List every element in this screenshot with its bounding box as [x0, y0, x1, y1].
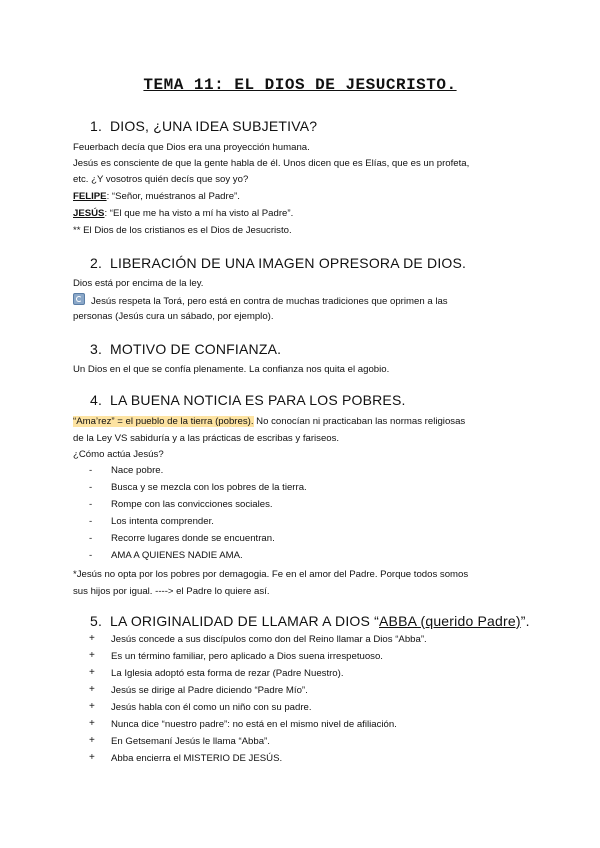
jesus-line [73, 207, 293, 220]
bullet-dash: - [89, 550, 93, 561]
list-item: Es un término familiar, pero aplicado a Dios suena irrespetuoso. [111, 651, 383, 662]
text-line: Feuerbach decía que Dios era una proyección humana. [73, 142, 310, 153]
bullet-plus: + [89, 684, 95, 695]
list-item: Jesús habla con él como un niño con su padre. [111, 702, 312, 713]
list-item: AMA A QUIENES NADIE AMA. [111, 550, 243, 561]
page-title: TEMA 11: EL DIOS DE JESUCRISTO. [143, 76, 457, 94]
section-3-heading [90, 341, 281, 357]
footnote-line: *Jesús no opta por los pobres por demagogia. Fe en el amor del Padre. Porque todos somos [73, 569, 469, 580]
text-content: No conocían ni practicaban las normas religiosas [253, 416, 466, 427]
text-line: Un Dios en el que se confía plenamente. La confianza nos quita el agobio. [73, 364, 390, 375]
bullet-plus: + [89, 650, 95, 661]
bullet-dash: - [89, 516, 93, 527]
bullet-plus: + [89, 701, 95, 712]
text-line: etc. ¿Y vosotros quién decís que soy yo? [73, 174, 249, 185]
refresh-icon [73, 293, 85, 305]
felipe-quote: : “Señor, muéstranos al Padre”. [106, 191, 240, 202]
jesus-label: JESÚS [73, 208, 105, 219]
bullet-plus: + [89, 667, 95, 678]
text-content: Jesús respeta la Torá, pero está en contra de muchas tradiciones que oprimen a las [91, 296, 448, 307]
felipe-label: FELIPE [73, 191, 107, 202]
list-item: Jesús se dirige al Padre diciendo “Padre Mío”. [111, 685, 308, 696]
list-item: En Getsemaní Jesús le llama “Abba”. [111, 736, 270, 747]
bullet-plus: + [89, 752, 95, 763]
highlighted-text: “Ama’rez” = el pueblo de la tierra (pobres). [73, 416, 254, 427]
section-title: MOTIVO DE CONFIANZA. [110, 341, 282, 357]
section-number: 5. [90, 613, 103, 629]
section-title: LA BUENA NOTICIA ES PARA LOS POBRES. [110, 392, 406, 408]
section-4-heading [90, 392, 406, 408]
section-number: 1. [90, 118, 103, 134]
list-item: La Iglesia adoptó esta forma de rezar (Padre Nuestro). [111, 668, 344, 679]
list-item: Jesús concede a sus discípulos como don del Reino llamar a Dios “Abba”. [111, 634, 427, 645]
text-line: personas (Jesús cura un sábado, por ejemplo). [73, 311, 274, 322]
bullet-plus: + [89, 718, 95, 729]
list-item: Los intenta comprender. [111, 516, 214, 527]
bullet-plus: + [89, 735, 95, 746]
list-item: Recorre lugares donde se encuentran. [111, 533, 275, 544]
footnote-line: sus hijos por igual. ----> el Padre lo quiere así. [73, 586, 270, 597]
section-title: DIOS, ¿UNA IDEA SUBJETIVA? [110, 118, 318, 134]
section-number: 4. [90, 392, 103, 408]
list-item: Busca y se mezcla con los pobres de la tierra. [111, 482, 307, 493]
list-item: Nunca dice “nuestro padre”: no está en el mismo nivel de afiliación. [111, 719, 397, 730]
list-item: Abba encierra el MISTERIO DE JESÚS. [111, 753, 283, 764]
section-title-pre: LA ORIGINALIDAD DE LLAMAR A DIOS “ [110, 613, 379, 629]
section-title-underlined: ABBA (querido Padre) [379, 613, 521, 629]
bullet-dash: - [89, 499, 93, 510]
section-title-post: ”. [520, 613, 530, 629]
text-line [73, 415, 465, 428]
section-5-heading [90, 613, 530, 629]
bullet-dash: - [89, 533, 93, 544]
text-line: de la Ley VS sabiduría y a las prácticas de escribas y fariseos. [73, 433, 340, 444]
section-title: LIBERACIÓN DE UNA IMAGEN OPRESORA DE DIOS. [110, 255, 467, 271]
bullet-dash: - [89, 465, 93, 476]
list-item: Rompe con las convicciones sociales. [111, 499, 273, 510]
question-line: ¿Cómo actúa Jesús? [73, 449, 164, 460]
list-item: Nace pobre. [111, 465, 164, 476]
text-line: Dios está por encima de la ley. [73, 278, 204, 289]
bullet-dash: - [89, 482, 93, 493]
section-1-heading [90, 118, 317, 134]
felipe-line [73, 190, 240, 203]
section-number: 2. [90, 255, 103, 271]
jesus-quote: : “El que me ha visto a mí ha visto al Padre”. [104, 208, 294, 219]
note-line: ** El Dios de los cristianos es el Dios de Jesucristo. [73, 225, 292, 236]
bullet-plus: + [89, 633, 95, 644]
section-2-heading [90, 255, 466, 271]
text-line-with-icon [73, 293, 448, 308]
text-line: Jesús es consciente de que la gente habla de él. Unos dicen que es Elías, que es un profeta, [73, 158, 470, 169]
section-number: 3. [90, 341, 103, 357]
